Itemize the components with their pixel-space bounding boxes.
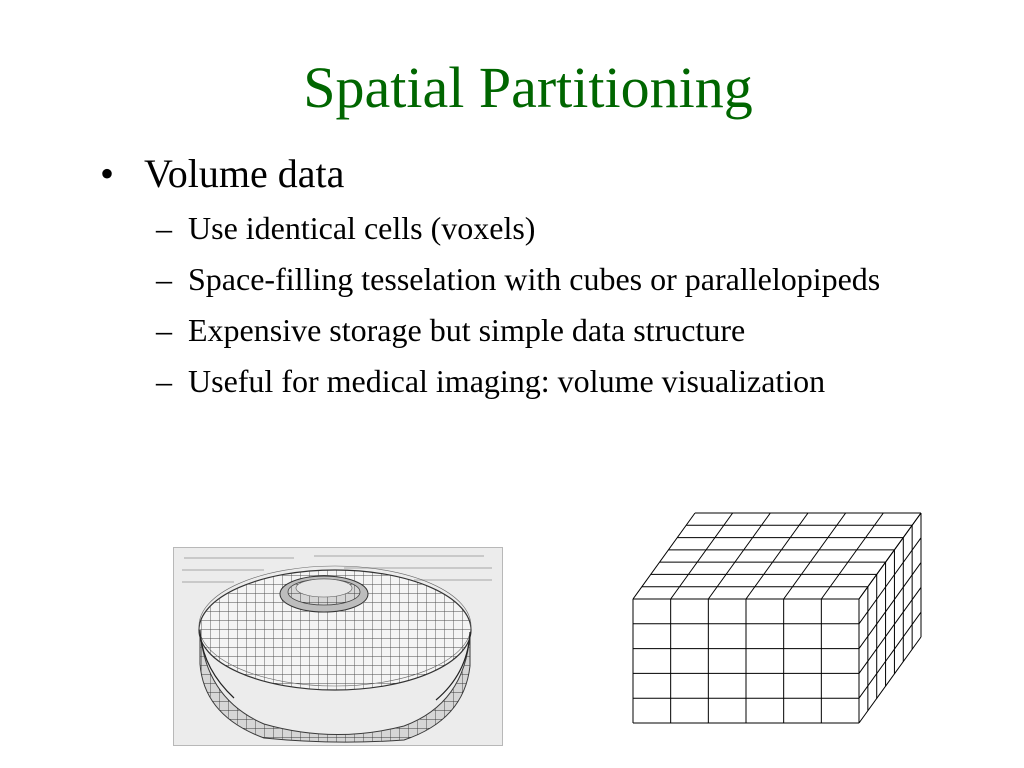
sub-bullet-medical-imaging [156,361,920,401]
dash-marker: – [156,363,172,399]
sub-bullet-identical-cells [156,208,920,248]
cube-grid-svg [600,505,960,735]
bullet-volume-data [100,150,920,198]
grid-top-column-line [708,513,770,599]
sub-bullet-text: Useful for medical imaging: volume visualization [188,363,826,399]
voxel-torus-image [174,548,502,745]
sub-bullet-space-filling [156,259,920,299]
sub-bullet-text: Space-filling tesselation with cubes or parallelopipeds [188,261,881,297]
grid-top-column-line [746,513,808,599]
grid-top-column-line [671,513,733,599]
sub-bullet-text: Use identical cells (voxels) [188,210,536,246]
grid-top-column-line [821,513,883,599]
grid-top-column-line [784,513,846,599]
grid-top-column-line [633,513,695,599]
sub-bullet-expensive-storage [156,310,920,350]
dash-marker: – [156,261,172,297]
voxel-torus-svg [174,548,502,745]
slide-title: Spatial Partitioning [303,55,753,120]
bullet-list [100,150,920,412]
sub-bullet-text: Expensive storage but simple data structure [188,312,746,348]
bullet-text: Volume data [144,151,345,196]
dash-marker: – [156,210,172,246]
dash-marker: – [156,312,172,348]
bullet-marker: • [100,151,115,196]
cube-grid-diagram [600,505,960,735]
